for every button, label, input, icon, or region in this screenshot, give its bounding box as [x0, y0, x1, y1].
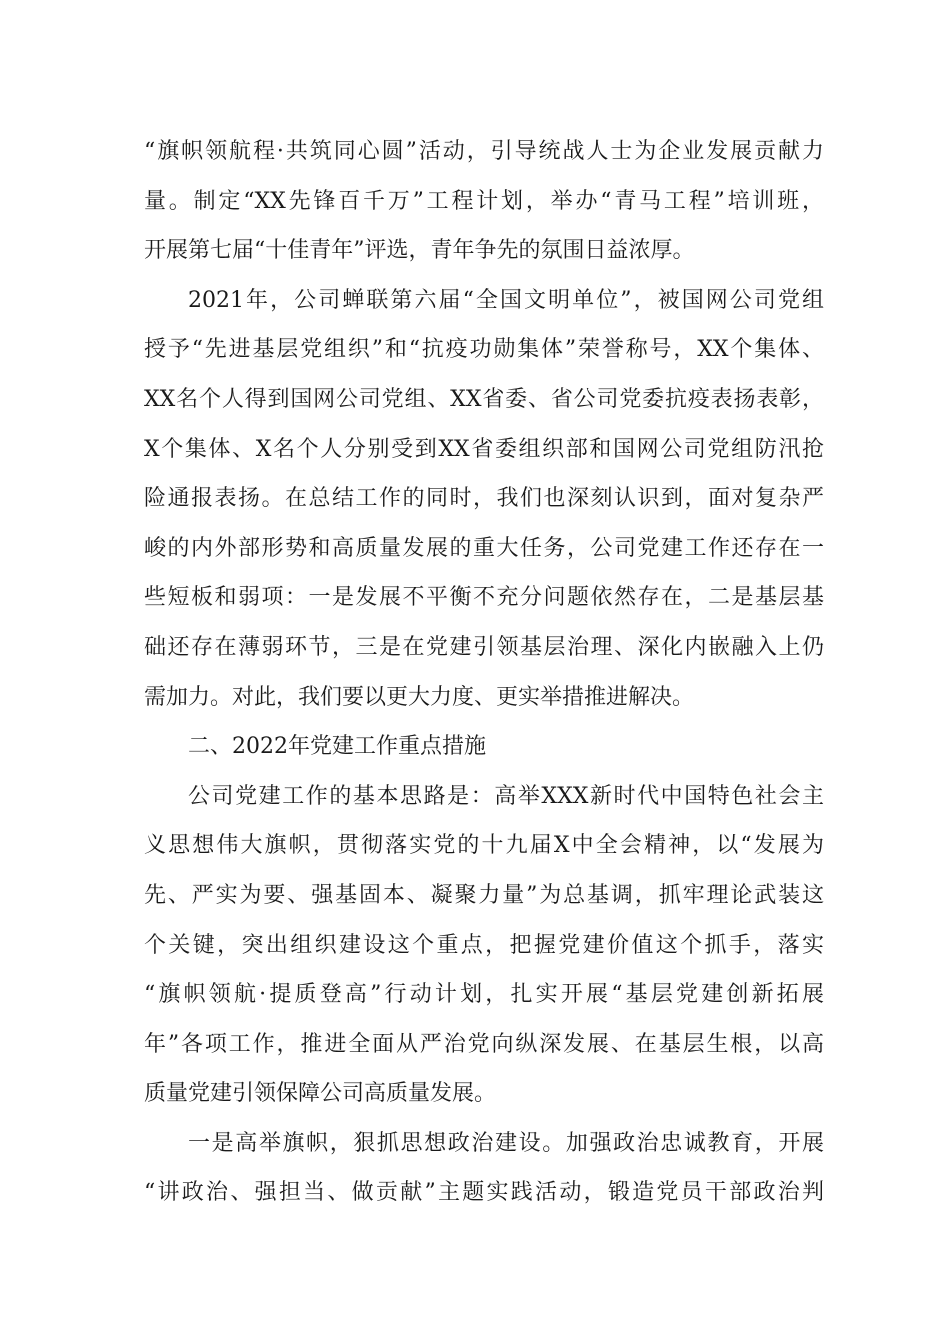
text-line: 险通报表扬。在总结工作的同时，我们也深刻认识到，面对复杂严 [144, 486, 824, 512]
text-line: 先、严实为要、强基固本、凝聚力量”为总基调，抓牢理论武装这 [144, 882, 824, 908]
text-line: 授予“先进基层党组织”和“抗疫功勋集体”荣誉称号，XX个集体、 [144, 337, 824, 363]
text-line: 质量党建引领保障公司高质量发展。 [144, 1081, 497, 1107]
text-line: 2021年，公司蝉联第六届“全国文明单位”，被国网公司党组 [188, 287, 824, 313]
text-line: 些短板和弱项：一是发展不平衡不充分问题依然存在，二是基层基 [144, 585, 824, 611]
text-line: “旗帜领航程·共筑同心圆”活动，引导统战人士为企业发展贡献力 [144, 139, 824, 164]
text-line: XX名个人得到国网公司党组、XX省委、省公司党委抗疫表扬表彰， [144, 386, 824, 412]
text-line: 开展第七届“十佳青年”评选，青年争先的氛围日益浓厚。 [144, 238, 695, 264]
text-line: 年”各项工作，推进全面从严治党向纵深发展、在基层生根，以高 [144, 1031, 824, 1057]
text-line: 量。制定“XX先锋百千万”工程计划，举办“青马工程”培训班， [144, 188, 824, 214]
text-line: X个集体、X名个人分别受到XX省委组织部和国网公司党组防汛抢 [144, 436, 824, 462]
text-line: 需加力。对此，我们要以更大力度、更实举措推进解决。 [144, 684, 695, 710]
section-heading: 二、2022年党建工作重点措施 [188, 734, 486, 760]
text-line: 础还存在薄弱环节，三是在党建引领基层治理、深化内嵌融入上仍 [144, 634, 824, 660]
text-line: 一是高举旗帜，狠抓思想政治建设。加强政治忠诚教育，开展 [188, 1130, 824, 1156]
text-line: 公司党建工作的基本思路是：高举XXX新时代中国特色社会主 [188, 783, 824, 809]
text-line: 峻的内外部形势和高质量发展的重大任务，公司党建工作还存在一 [144, 535, 824, 561]
text-line: 个关键，突出组织建设这个重点，把握党建价值这个抓手，落实 [144, 932, 824, 958]
text-line: “讲政治、强担当、做贡献”主题实践活动，锻造党员干部政治判 [144, 1180, 824, 1206]
text-line: 义思想伟大旗帜，贯彻落实党的十九届X中全会精神，以“发展为 [144, 833, 824, 859]
body-text [144, 127, 824, 1218]
text-line: “旗帜领航·提质登高”行动计划，扎实开展“基层党建创新拓展 [144, 982, 824, 1008]
